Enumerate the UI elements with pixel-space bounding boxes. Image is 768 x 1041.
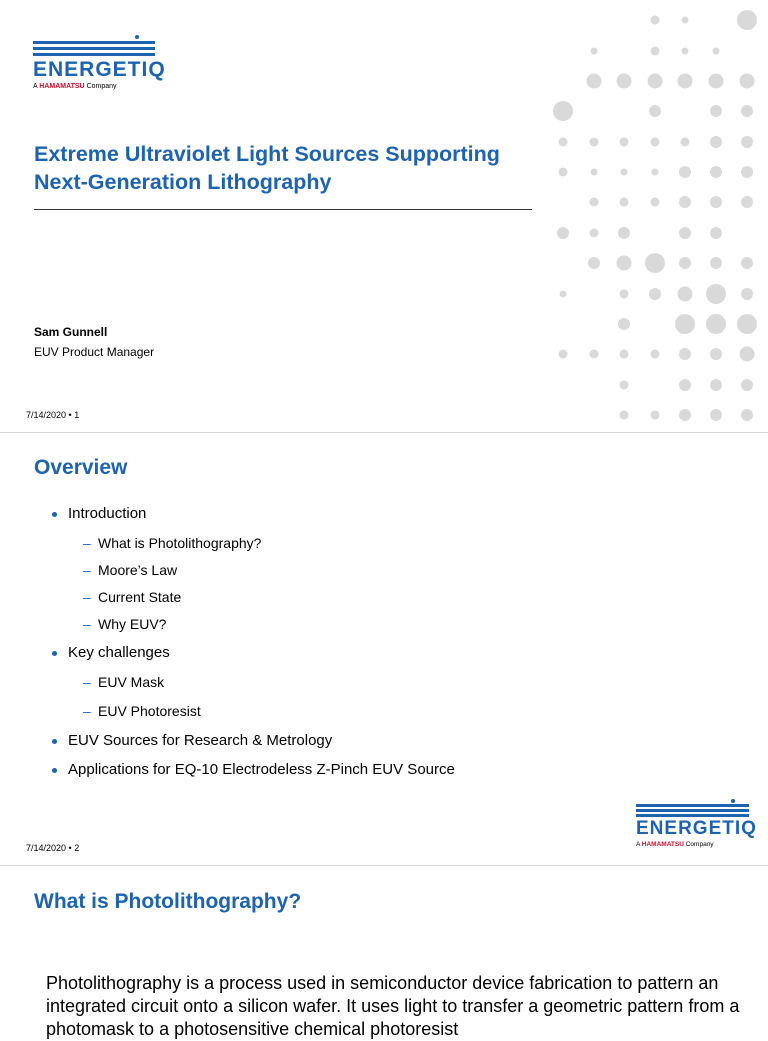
bullet-item: Key challenges bbox=[52, 644, 170, 661]
decor-dot bbox=[706, 284, 726, 304]
decor-dot bbox=[741, 166, 753, 178]
sub-bullet-item: – Current State bbox=[52, 589, 181, 605]
logo-tagline: A HAMAMATSU Company bbox=[33, 83, 117, 90]
decor-dot bbox=[649, 105, 661, 117]
decor-dot bbox=[590, 229, 599, 238]
logo-tagline: A HAMAMATSU Company bbox=[636, 841, 714, 848]
decor-dot bbox=[652, 169, 659, 176]
sub-bullet-item: – EUV Photoresist bbox=[52, 703, 201, 719]
energetiq-logo bbox=[636, 800, 757, 850]
decor-dot bbox=[618, 318, 630, 330]
photolithography-slide bbox=[0, 866, 768, 1039]
title-slide bbox=[0, 0, 768, 433]
decor-dot bbox=[621, 169, 628, 176]
decor-dot bbox=[620, 350, 629, 359]
decor-dot bbox=[706, 314, 726, 334]
bullet-item: Introduction bbox=[52, 505, 146, 522]
decor-dot bbox=[559, 350, 568, 359]
decor-dot bbox=[740, 347, 755, 362]
decor-dot bbox=[741, 257, 753, 269]
decor-dot bbox=[740, 74, 755, 89]
decor-dot bbox=[682, 48, 689, 55]
slide-body-text: Photolithography is a process used in semiconductor device fabrication to pattern an integrated circuit onto a silicon wafer. It uses light to transfer a geometric pattern from a photomask to a photosensitive chemical photoresist bbox=[46, 973, 740, 1039]
decor-dot bbox=[559, 168, 568, 177]
decor-dot bbox=[741, 288, 753, 300]
decor-dot bbox=[649, 288, 661, 300]
presenter-role: EUV Product Manager bbox=[34, 345, 155, 359]
decor-dot bbox=[620, 138, 629, 147]
decor-dot bbox=[588, 257, 600, 269]
decor-dot bbox=[648, 74, 663, 89]
decor-dot bbox=[651, 350, 660, 359]
decor-dot bbox=[679, 409, 691, 421]
decor-dot bbox=[710, 409, 722, 421]
decor-dot bbox=[651, 138, 660, 147]
decor-dot bbox=[679, 227, 691, 239]
decor-dot bbox=[617, 256, 632, 271]
decor-dot bbox=[618, 227, 630, 239]
slide-title: Overview bbox=[34, 456, 128, 479]
decor-dot bbox=[679, 196, 691, 208]
decor-dot bbox=[651, 198, 660, 207]
logo-wordmark: ENERGETIQ bbox=[33, 58, 166, 81]
decor-dot bbox=[587, 74, 602, 89]
decor-dot bbox=[710, 166, 722, 178]
decor-dot bbox=[710, 105, 722, 117]
bullet-item: Applications for EQ-10 Electrodeless Z-Pinch EUV Source bbox=[52, 761, 455, 778]
decor-dot bbox=[675, 314, 695, 334]
decor-dot bbox=[591, 169, 598, 176]
decor-dot bbox=[679, 379, 691, 391]
sub-bullet-item: – EUV Mask bbox=[52, 674, 164, 690]
decor-dot bbox=[620, 381, 629, 390]
decor-dot bbox=[679, 348, 691, 360]
decor-dot bbox=[710, 136, 722, 148]
decor-dot bbox=[737, 10, 757, 30]
decor-dot bbox=[651, 16, 660, 25]
dot-grid-svg bbox=[540, 0, 768, 432]
decor-dot bbox=[713, 48, 720, 55]
decor-dot bbox=[645, 253, 665, 273]
decor-dot bbox=[710, 379, 722, 391]
decor-dot bbox=[651, 47, 660, 56]
slide-footer: 7/14/2020 • 2 bbox=[26, 843, 80, 853]
overview-slide bbox=[0, 433, 768, 866]
decor-dot bbox=[590, 350, 599, 359]
decor-dot bbox=[590, 138, 599, 147]
decor-dot bbox=[710, 348, 722, 360]
decor-dot bbox=[682, 17, 689, 24]
decor-dot bbox=[741, 196, 753, 208]
energetiq-logo bbox=[33, 37, 166, 93]
decor-dot bbox=[710, 196, 722, 208]
decor-dot bbox=[741, 409, 753, 421]
slide-title: What is Photolithography? bbox=[34, 890, 302, 913]
presenter-name: Sam Gunnell bbox=[34, 325, 108, 339]
title-divider bbox=[34, 209, 532, 210]
decor-dot bbox=[620, 198, 629, 207]
decor-dot bbox=[557, 227, 569, 239]
decor-dot bbox=[560, 291, 567, 298]
decor-dot bbox=[617, 74, 632, 89]
decor-dot bbox=[620, 411, 629, 420]
decor-dot bbox=[679, 166, 691, 178]
sub-bullet-item: – What is Photolithography? bbox=[52, 535, 261, 551]
decor-dot bbox=[681, 138, 690, 147]
decor-dot bbox=[710, 227, 722, 239]
bullet-item: EUV Sources for Research & Metrology bbox=[52, 732, 332, 749]
decor-dot bbox=[591, 48, 598, 55]
decor-dot bbox=[590, 198, 599, 207]
decor-dot bbox=[709, 74, 724, 89]
decor-dot bbox=[679, 257, 691, 269]
sub-bullet-item: – Why EUV? bbox=[52, 616, 166, 632]
sub-bullet-item: – Moore’s Law bbox=[52, 562, 177, 578]
decor-dot bbox=[678, 74, 693, 89]
decor-dot bbox=[710, 257, 722, 269]
slide-footer: 7/14/2020 • 1 bbox=[26, 410, 80, 420]
decor-dot bbox=[553, 101, 573, 121]
decor-dot bbox=[559, 138, 568, 147]
decor-dot bbox=[741, 105, 753, 117]
logo-wordmark: ENERGETIQ bbox=[636, 818, 757, 839]
decor-dot bbox=[741, 379, 753, 391]
decor-dot bbox=[651, 411, 660, 420]
presentation-title: Extreme Ultraviolet Light Sources Supporting Next-Generation Lithography bbox=[34, 142, 500, 194]
decor-dot bbox=[678, 287, 693, 302]
decor-dot bbox=[620, 290, 629, 299]
decor-dot bbox=[741, 136, 753, 148]
decor-dot bbox=[737, 314, 757, 334]
